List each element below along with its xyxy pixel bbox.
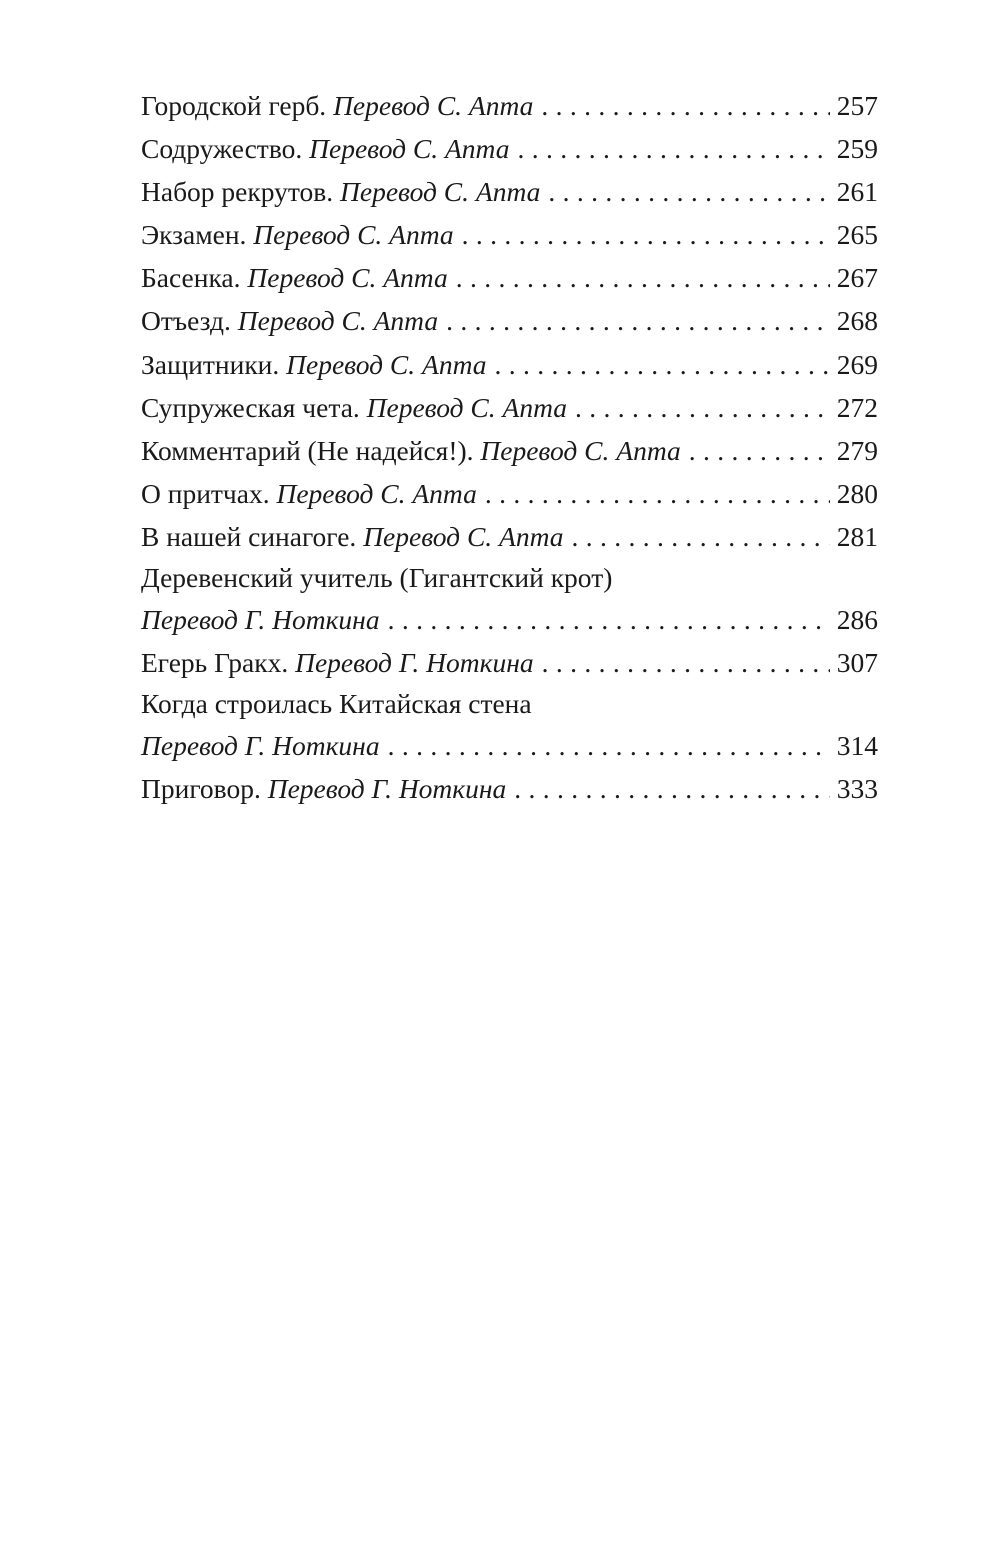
- toc-entry[interactable]: [141, 386, 878, 429]
- entry-title: Супружеская чета.: [141, 391, 360, 423]
- entry-page-number: 307: [836, 647, 878, 679]
- entry-page-number: 261: [836, 176, 878, 208]
- entry-page-number: 314: [836, 730, 878, 762]
- entry-title: Басенка.: [141, 262, 241, 294]
- dot-leader: [456, 256, 830, 299]
- toc-entry[interactable]: [141, 641, 878, 684]
- dot-leader: [446, 299, 830, 342]
- entry-page-number: 269: [836, 348, 878, 380]
- dot-leader: [495, 343, 830, 386]
- toc-entry[interactable]: [141, 256, 878, 299]
- dot-leader: [575, 386, 830, 429]
- toc-entry[interactable]: [141, 558, 878, 641]
- entry-page-number: 333: [836, 773, 878, 805]
- entry-title: Приговор.: [141, 773, 261, 805]
- entry-title: Городской герб.: [141, 90, 327, 121]
- dot-leader: [485, 472, 830, 515]
- entry-translator: Перевод С. Апта: [237, 305, 439, 337]
- entry-translator: Перевод С. Апта: [276, 477, 477, 509]
- entry-translator: Перевод С. Апта: [286, 348, 487, 380]
- entry-title: Экзамен.: [141, 219, 247, 251]
- entry-title: О притчах.: [141, 477, 270, 509]
- entry-title: Защитники.: [141, 348, 280, 380]
- entry-title: Отъезд.: [141, 305, 231, 337]
- dot-leader: [514, 767, 830, 810]
- entry-translator: Перевод С. Апта: [247, 262, 448, 294]
- entry-page-number: 268: [836, 305, 878, 337]
- entry-translator: Перевод Г. Ноткина: [141, 604, 380, 636]
- entry-title: В нашей синагоге.: [141, 520, 357, 552]
- entry-page-number: 259: [836, 133, 878, 165]
- entry-translator: Перевод Г. Ноткина: [267, 773, 507, 805]
- entry-page-number: 279: [836, 434, 878, 466]
- entry-page-number: 281: [836, 520, 878, 552]
- entry-page-number: 267: [836, 262, 878, 294]
- toc-entry[interactable]: [141, 213, 878, 256]
- toc-entry[interactable]: [141, 472, 878, 515]
- dot-leader: [388, 598, 830, 641]
- dot-leader: [517, 127, 830, 170]
- dot-leader: [388, 724, 830, 767]
- entry-title: Комментарий (Не надейся!).: [141, 434, 474, 466]
- entry-title: Содружество.: [141, 133, 303, 165]
- dot-leader: [689, 429, 830, 472]
- entry-translator: Перевод С. Апта: [366, 391, 568, 423]
- entry-translator: Перевод С. Апта: [480, 434, 681, 466]
- entry-title: Набор рекрутов.: [141, 176, 334, 208]
- toc-entry[interactable]: [141, 515, 878, 558]
- toc-entry[interactable]: [141, 684, 878, 767]
- entry-page-number: 272: [836, 391, 878, 423]
- entry-page-number: 265: [836, 219, 878, 251]
- entry-page-number: 286: [836, 604, 878, 636]
- dot-leader: [462, 213, 830, 256]
- entry-title: Деревенский учитель (Гигантский крот): [141, 562, 613, 594]
- entry-translator: Перевод С. Апта: [333, 90, 534, 121]
- toc-entry[interactable]: [141, 767, 878, 810]
- toc-entry[interactable]: [141, 127, 878, 170]
- dot-leader: [541, 84, 830, 127]
- toc-entry[interactable]: [141, 299, 878, 342]
- toc-entry[interactable]: [141, 429, 878, 472]
- entry-translator: Перевод С. Апта: [363, 520, 564, 552]
- entry-page-number: 280: [836, 477, 878, 509]
- dot-leader: [548, 170, 830, 213]
- toc-entry[interactable]: [141, 170, 878, 213]
- entry-translator: Перевод С. Апта: [253, 219, 454, 251]
- toc-entry[interactable]: [141, 343, 878, 386]
- entry-page-number: 257: [836, 90, 878, 121]
- entry-translator: Перевод Г. Ноткина: [141, 730, 380, 762]
- table-of-contents: [141, 84, 878, 810]
- dot-leader: [542, 641, 830, 684]
- entry-title: Когда строилась Китайская стена: [141, 688, 532, 720]
- entry-translator: Перевод С. Апта: [309, 133, 510, 165]
- entry-translator: Перевод С. Апта: [340, 176, 541, 208]
- dot-leader: [572, 515, 830, 558]
- toc-entry[interactable]: [141, 84, 878, 127]
- entry-title: Егерь Гракх.: [141, 647, 289, 679]
- entry-translator: Перевод Г. Ноткина: [295, 647, 534, 679]
